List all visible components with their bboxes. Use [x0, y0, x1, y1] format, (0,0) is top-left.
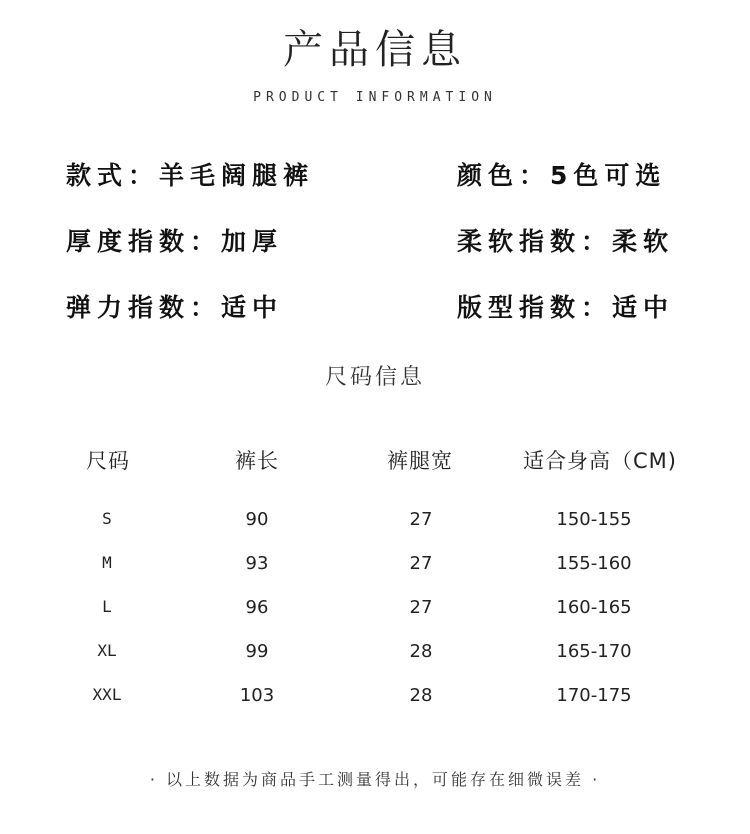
- table-cell: 27: [409, 553, 433, 574]
- table-cell: 28: [409, 641, 433, 662]
- table-cell: 170-175: [556, 685, 632, 706]
- size-table-header: 尺码: [86, 449, 130, 473]
- table-cell: 165-170: [556, 641, 632, 662]
- spec-thickness: 厚度指数：加厚: [66, 227, 284, 256]
- table-cell: 150-155: [556, 509, 632, 530]
- measurement-note: · 以上数据为商品手工测量得出，可能存在细微误差 ·: [149, 770, 601, 789]
- spec-softness: 柔软指数：柔软: [457, 227, 675, 256]
- spec-style: 款式：羊毛阔腿裤: [66, 161, 315, 190]
- size-table-header: 裤腿宽: [387, 449, 453, 473]
- table-cell: 90: [245, 509, 269, 530]
- table-cell: 93: [245, 553, 269, 574]
- table-cell: XL: [97, 641, 117, 660]
- table-cell: 27: [409, 597, 433, 618]
- table-cell: 96: [245, 597, 269, 618]
- table-cell: 155-160: [556, 553, 632, 574]
- table-cell: 160-165: [556, 597, 632, 618]
- table-cell: M: [102, 553, 112, 572]
- table-cell: 28: [409, 685, 433, 706]
- page-title: 产品信息: [283, 27, 467, 73]
- spec-elasticity: 弹力指数：适中: [66, 293, 284, 322]
- size-table-header: 裤长: [235, 449, 279, 473]
- table-cell: L: [102, 597, 112, 616]
- spec-fit: 版型指数：适中: [457, 293, 675, 322]
- size-section-title: 尺码信息: [324, 365, 425, 390]
- table-cell: 103: [239, 685, 275, 706]
- size-table-header: 适合身高（CM): [523, 449, 677, 473]
- table-cell: S: [102, 509, 112, 528]
- table-cell: XXL: [92, 685, 122, 704]
- table-cell: 99: [245, 641, 269, 662]
- page-subtitle: PRODUCT INFORMATION: [253, 90, 497, 105]
- table-cell: 27: [409, 509, 433, 530]
- spec-color: 颜色：5色可选: [457, 161, 667, 190]
